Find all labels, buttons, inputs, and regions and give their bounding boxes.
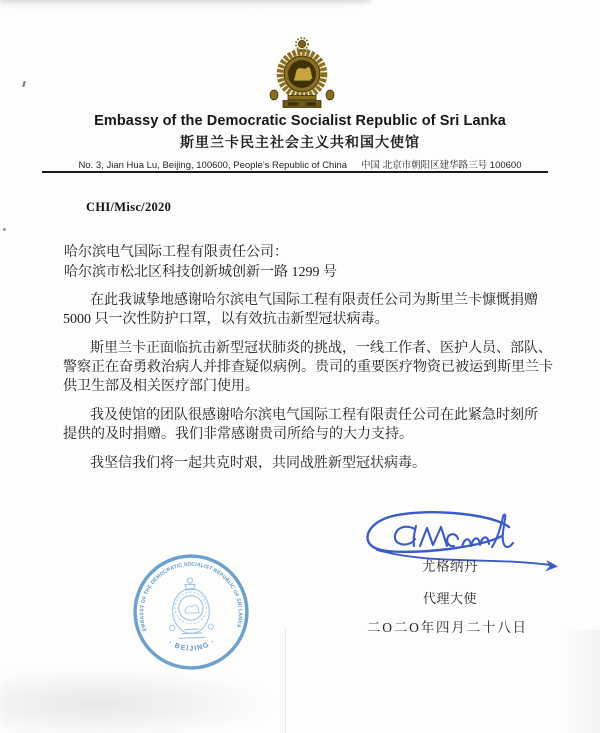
scan-shadow-right — [560, 630, 600, 733]
paper-crease — [285, 628, 286, 733]
body-line: 我及使馆的团队很感谢哈尔滨电气国际工程有限责任公司在此紧急时刻所 — [90, 408, 538, 423]
body-line: 供卫生部及相关医疗部门使用。 — [63, 379, 259, 394]
recipient-block — [64, 243, 337, 283]
body-line: 警察正在奋勇救治病人并排查疑似病例。贵司的重要医疗物资已被运到斯里兰卡 — [63, 360, 553, 375]
recipient-company: 哈尔滨电气国际工程有限责任公司： — [64, 245, 288, 260]
body-line: 提供的及时捐赠。我们非常感谢贵司所给与的大力支持。 — [63, 427, 413, 442]
embassy-address-chinese: 中国 北京市朝阳区建华路三号 100600 — [361, 160, 522, 171]
paragraph-2 — [63, 339, 568, 396]
paragraph-3 — [63, 406, 568, 444]
letter-date: 二O二O年四月二十八日 — [367, 620, 528, 635]
signer-title: 代理大使 — [422, 591, 477, 606]
seal-inner-emblem — [168, 577, 214, 639]
body-line: 我坚信我们将一起共克时艰，共同战胜新型冠状病毒。 — [90, 456, 426, 471]
scan-smudge-top — [0, 0, 370, 9]
paragraph-4 — [63, 454, 568, 473]
embassy-address-line — [0, 157, 600, 171]
sri-lanka-national-emblem-icon — [260, 35, 344, 115]
body-line: 斯里兰卡正面临抗击新型冠状肺炎的挑战，一线工作者、医护人员、部队、 — [90, 341, 552, 356]
seal-bottom-text: · BEIJING · — [167, 637, 218, 653]
paragraph-1 — [63, 291, 568, 329]
seal-ring-text: EMBASSY OF THE DEMOCRATIC SOCIALIST REPUBLIC OF SRI LANKA — [139, 561, 243, 632]
svg-text:· BEIJING · — [167, 637, 217, 653]
embassy-address-english: No. 3, Jian Hua Lu, Beijing, 100600, People's Republic of China — [78, 160, 348, 171]
embassy-seal-stamp — [128, 549, 254, 675]
scan-speck — [3, 228, 6, 231]
reference-number: CHI/Misc/2020 — [86, 200, 172, 214]
letterhead-divider — [42, 171, 548, 173]
body-line: 5000 只一次性防护口罩，以有效抗击新型冠状病毒。 — [63, 312, 389, 327]
body-line: 在此我诚挚地感谢哈尔滨电气国际工程有限责任公司为斯里兰卡慷慨捐赠 — [90, 293, 538, 308]
embassy-name-chinese: 斯里兰卡民主社会主义共和国大使馆 — [180, 136, 420, 151]
recipient-address: 哈尔滨市松北区科技创新城创新一路 1299 号 — [64, 265, 337, 280]
scan-speck — [22, 81, 25, 87]
embassy-name-english: Embassy of the Democratic Socialist Republic of Sri Lanka — [94, 113, 506, 129]
scan-shadow-bottom-left — [0, 668, 280, 733]
signer-name: 尤格纳丹 — [422, 559, 478, 574]
letter-body — [63, 291, 568, 483]
